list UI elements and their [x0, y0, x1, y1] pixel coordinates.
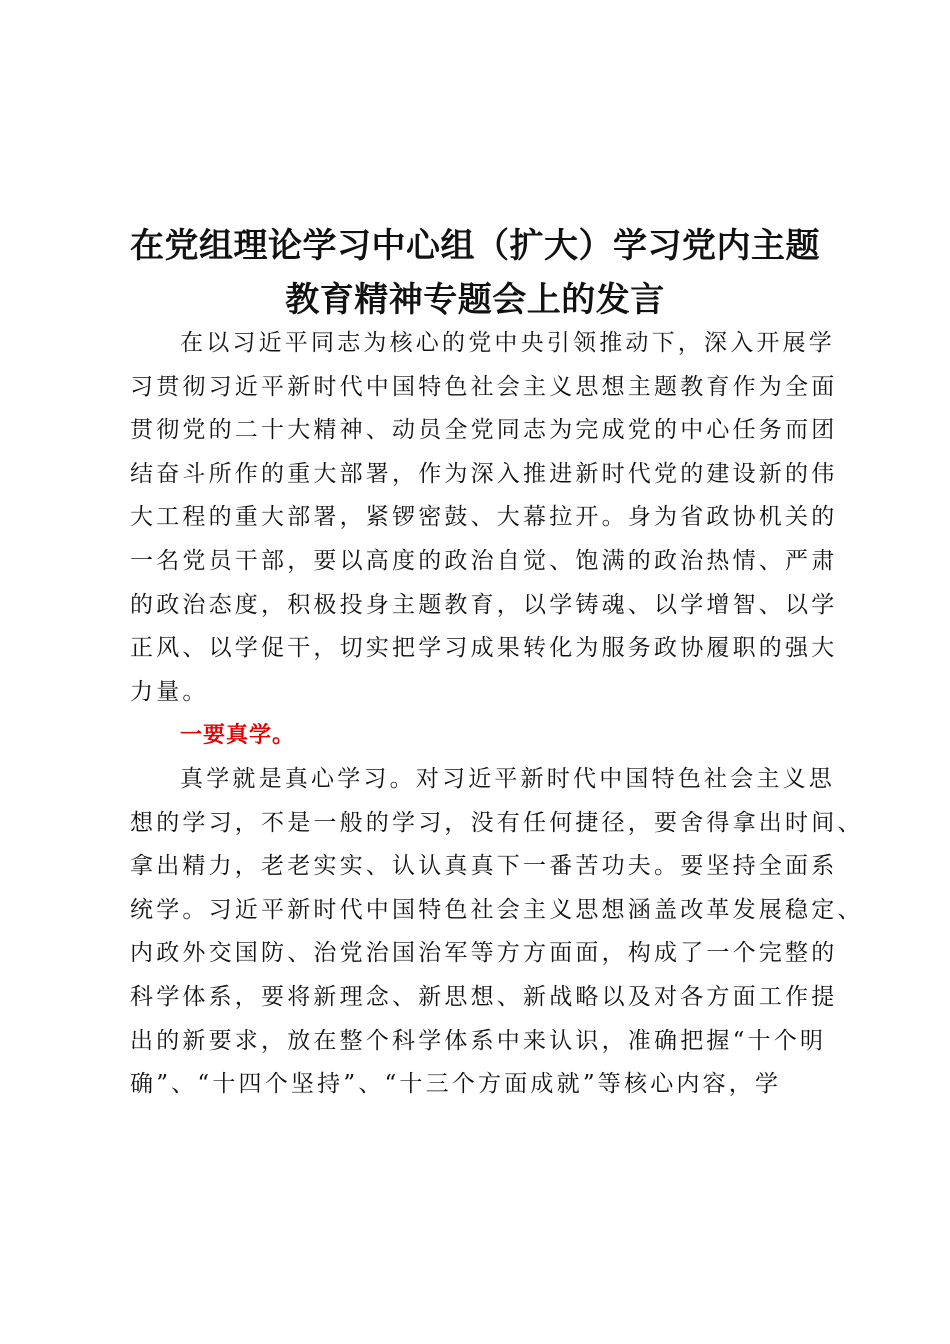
title-line-1: 在党组理论学习中心组（扩大）学习党内主题: [130, 225, 820, 266]
paragraph-line: 结奋斗所作的重大部署，作为深入推进新时代党的建设新的伟: [130, 460, 838, 487]
paragraph-line: 贯彻党的二十大精神、动员全党同志为完成党的中心任务而团: [130, 417, 838, 444]
paragraph-line: 统学。习近平新时代中国特色社会主义思想涵盖改革发展稳定、: [130, 896, 864, 923]
paragraph-line: 真学就是真心学习。对习近平新时代中国特色社会主义思: [180, 765, 835, 792]
paragraph-line: 一名党员干部，要以高度的政治自觉、饱满的政治热情、严肃: [130, 547, 838, 574]
paragraph-intro: [130, 322, 838, 714]
paragraph-line: 的政治态度，积极投身主题教育，以学铸魂、以学增智、以学: [130, 591, 838, 618]
document-title: [100, 219, 850, 327]
paragraph-line: 科学体系，要将新理念、新思想、新战略以及对各方面工作提: [130, 983, 838, 1010]
paragraph-line: 确”、“十四个坚持”、“十三个方面成就”等核心内容，学: [130, 1071, 782, 1098]
title-line-2: 教育精神专题会上的发言: [285, 279, 665, 320]
document-body: [130, 322, 864, 1107]
section-heading: 一要真学。: [180, 723, 296, 749]
paragraph-line: 习贯彻习近平新时代中国特色社会主义思想主题教育作为全面: [130, 373, 838, 400]
paragraph-line: 大工程的重大部署，紧锣密鼓、大幕拉开。身为省政协机关的: [130, 504, 838, 531]
paragraph-line: 正风、以学促干，切实把学习成果转化为服务政协履职的强大: [130, 635, 838, 662]
paragraph-true-study: [130, 758, 864, 1107]
paragraph-line: 出的新要求，放在整个科学体系中来认识，准确把握“十个明: [130, 1027, 827, 1054]
paragraph-line: 在以习近平同志为核心的党中央引领推动下，深入开展学: [180, 330, 835, 356]
paragraph-line: 想的学习，不是一般的学习，没有任何捷径，要舍得拿出时间、: [130, 809, 864, 836]
paragraph-line: 力量。: [130, 678, 209, 705]
paragraph-line: 拿出精力，老老实实、认认真真下一番苦功夫。要坚持全面系: [130, 853, 838, 880]
paragraph-line: 内政外交国防、治党治国治军等方方面面，构成了一个完整的: [130, 940, 838, 967]
